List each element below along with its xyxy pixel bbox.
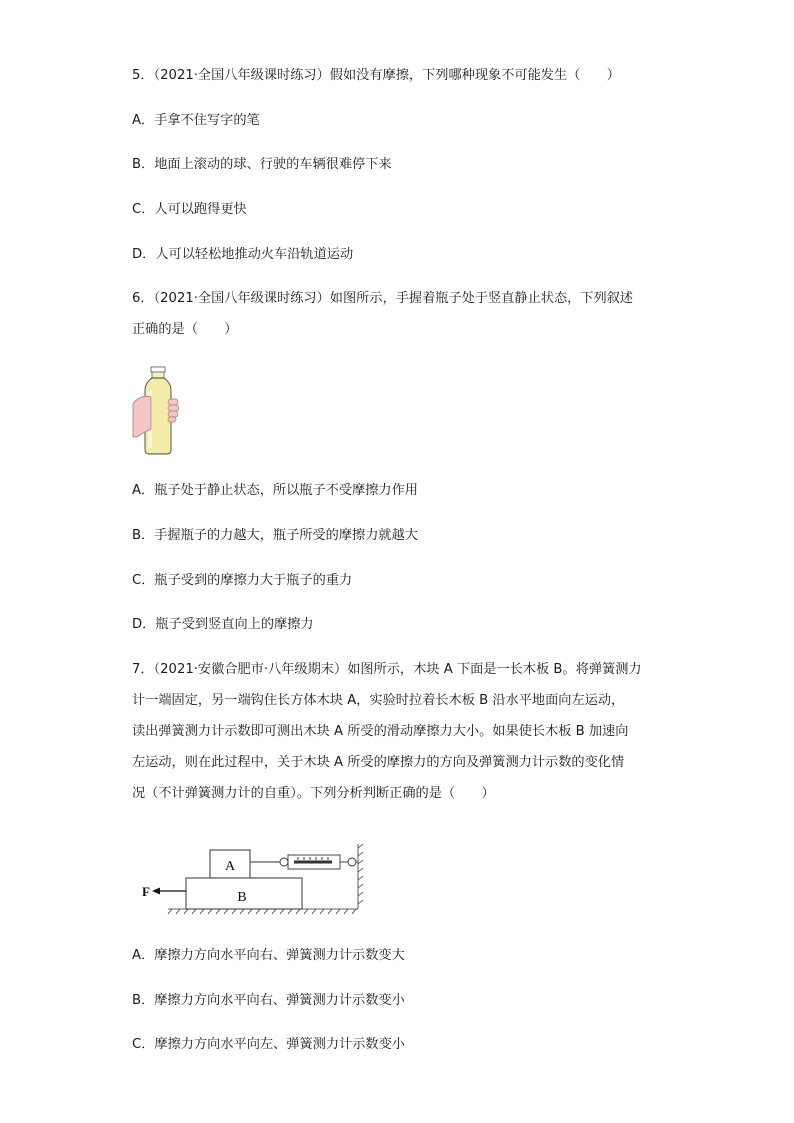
question-stem-text: 如图所示，木块 A 下面是一长木板 B。将弹簧测力 [347,662,642,677]
option-letter: B． [132,528,155,543]
question-source: （2021·安徽合肥市·八年级期末） [153,662,348,677]
question-6-stem-line-2 [132,320,238,340]
question-5-option-c [132,200,247,220]
block-board-spring-figure [132,838,372,916]
option-text: 手拿不住写字的笔 [154,113,260,128]
question-5-option-a [132,111,260,131]
option-letter: C． [132,573,155,588]
hand-holding-bottle-figure [132,366,186,456]
question-6-option-a [132,481,418,501]
question-7-option-a [132,946,405,966]
question-stem-text: 计一端固定，另一端钩住长方体木块 A，实验时拉着长木板 B 沿水平地面向左运动， [132,693,625,708]
option-letter: A． [132,483,155,498]
question-5-option-d [132,245,353,265]
question-6-option-d [132,615,314,635]
ground-hatch [168,909,358,914]
question-stem-text: 如图所示，手握着瓶子处于竖直静止状态，下列叙述 [329,291,634,306]
question-number: 5． [132,68,154,83]
question-source: （2021·全国八年级课时练习） [153,291,330,306]
option-text: 手握瓶子的力越大，瓶子所受的摩擦力就越大 [154,528,418,543]
option-text: 摩擦力方向水平向左、弹簧测力计示数变小 [154,1037,405,1052]
spring-scale-icon [250,855,358,869]
board-b-label: B [237,890,247,905]
option-text: 地面上滚动的球、行驶的车辆很难停下来 [154,157,392,172]
force-arrow [152,888,186,895]
question-7-stem-line-2 [132,691,624,711]
question-stem-text: 况（不计弹簧测力计的自重）。下列分析判断正确的是（ ） [132,786,495,801]
question-5-option-b [132,155,392,175]
option-text: 瓶子受到竖直向上的摩擦力 [155,617,314,632]
question-7-stem-line-5 [132,784,495,804]
option-letter: C． [132,202,155,217]
option-letter: B． [132,993,155,1008]
option-text: 瓶子受到的摩擦力大于瓶子的重力 [154,573,353,588]
option-letter: A． [132,113,155,128]
option-text: 摩擦力方向水平向右、弹簧测力计示数变大 [154,948,405,963]
question-stem-text: 假如没有摩擦，下列哪种现象不可能发生（ ） [329,68,620,83]
question-7-option-c [132,1035,405,1055]
question-7-stem-line-4 [132,753,624,773]
option-letter: B． [132,157,155,172]
question-stem-text: 读出弹簧测力计示数即可测出木块 A 所受的滑动摩擦力大小。如果使长木板 B 加速向 [132,724,629,739]
question-7-stem-line-1 [132,660,642,680]
question-stem-text: 左运动，则在此过程中，关于木块 A 所受的摩擦力的方向及弹簧测力计示数的变化情 [132,755,625,770]
wall-hatch [358,844,363,909]
block-a-label: A [224,859,236,874]
option-text: 瓶子处于静止状态，所以瓶子不受摩擦力作用 [154,483,418,498]
option-text: 人可以轻松地推动火车沿轨道运动 [155,247,354,262]
option-text: 摩擦力方向水平向右、弹簧测力计示数变小 [154,993,405,1008]
question-6-option-c [132,571,352,591]
option-letter: C． [132,1037,155,1052]
question-number: 7． [132,662,154,677]
option-letter: A． [132,948,155,963]
question-7-stem-line-3 [132,722,628,742]
question-stem-text: 正确的是（ ） [132,322,238,337]
question-6-option-b [132,526,418,546]
option-text: 人可以跑得更快 [154,202,247,217]
force-label: F [142,884,150,899]
question-number: 6． [132,291,154,306]
question-source: （2021·全国八年级课时练习） [153,68,330,83]
question-5-stem-line-1 [132,66,620,86]
option-letter: D． [132,247,156,262]
question-6-stem-line-1 [132,289,633,309]
option-letter: D． [132,617,156,632]
question-7-option-b [132,991,405,1011]
